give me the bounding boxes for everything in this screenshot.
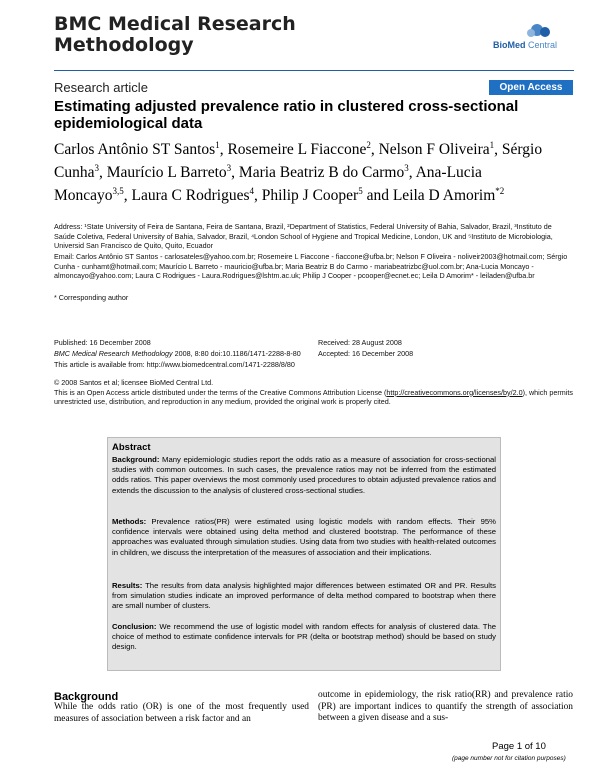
article-title: Estimating adjusted prevalence ratio in clustered cross-sectional epidemiological data bbox=[54, 98, 519, 132]
author-affiliation: 5 bbox=[358, 186, 363, 197]
author-affiliation: 3 bbox=[94, 163, 99, 174]
author-affiliation: 3,5 bbox=[112, 186, 124, 197]
author-name: Ana-Lucia Moncayo bbox=[54, 164, 482, 205]
author-name: Laura C Rodrigues bbox=[131, 187, 250, 205]
article-url[interactable]: This article is available from: http://www.biomedcentral.com/1471-2288/8/80 bbox=[54, 360, 295, 369]
author-affiliation: 1 bbox=[215, 140, 220, 150]
open-access-badge: Open Access bbox=[489, 80, 573, 95]
abstract-background: Background: Many epidemiologic studies report the odds ratio as a measure of association for cross-sectional studies with common outcomes. In such cases, the prevalence ratios may not be inferred from the estimated odds ratios. This paper overviews the most commonly used procedures to obtain adjusted prevalence ratios and extends the discussion to the analysis of clustered cross-sectional studies. bbox=[112, 455, 496, 495]
corresponding-author-note: * Corresponding author bbox=[54, 293, 129, 302]
author-name: Philip J Cooper bbox=[261, 187, 359, 205]
header-divider bbox=[54, 70, 574, 71]
author-name: Sérgio Cunha bbox=[54, 141, 543, 182]
abstract-box bbox=[107, 437, 501, 671]
article-type: Research article bbox=[54, 80, 148, 95]
page-number: Page 1 of 10 bbox=[492, 741, 546, 752]
body-column-2: outcome in epidemiology, the risk ratio(RR) and prevalence ratio (PR) are important indices to quantify the strength of association between a given disease and a sus- bbox=[318, 690, 573, 723]
abstract-results: Results: The results from data analysis highlighted major differences between estimated OR and PR. Results from simulation studies indicate an improved performance of delta method compared to bootstrap when there are small number of clusters. bbox=[112, 581, 496, 611]
section-heading-background: Background bbox=[54, 691, 119, 703]
license-text: This is an Open Access article distributed under the terms of the Creative Commons Attribution License (http://creativecommons.org/licenses/by/2.0), which permits unrestricted use, distribution, and reproduction in any medium, provided the original work is properly cited. bbox=[54, 387, 573, 407]
author-affiliation: *2 bbox=[495, 186, 505, 197]
author-name: Nelson F Oliveira bbox=[378, 141, 490, 159]
biomed-central-logo-icon bbox=[493, 22, 573, 40]
received-date: Received: 28 August 2008 bbox=[318, 338, 402, 347]
page-number-note: (page number not for citation purposes) bbox=[452, 755, 566, 762]
author-affiliation: 2 bbox=[366, 140, 371, 150]
author-affiliation: 3 bbox=[404, 163, 409, 174]
author-name: Maria Beatriz B do Carmo bbox=[238, 164, 405, 182]
author-addresses: Address: ¹State University of Feira de Santana, Feira de Santana, Brazil, ²Department of Statistics, Federal University of Bahia, Salvador, Brazil, ³Instituto de Saúde Coletiva, Federal University of Bahia, Salvador, Brazil, ⁴London School of Hygiene and Tropical Medicine, London, UK and ⁵Instituto de Microbiologia, Universid San Francisco de Quito, Quito, Ecuador bbox=[54, 222, 553, 251]
journal-name-line1: BMC Medical Research bbox=[54, 13, 296, 35]
author-affiliation: 1 bbox=[489, 140, 495, 150]
abstract-methods: Methods: Prevalence ratios(PR) were estimated using logistic models with random effects. Their 95% confidence intervals were obtained using delta method and clustered bootstrap. The performance of these approaches was evaluated through simulation studies. Using data from two studies with health-related outcomes in children, we discuss the interpretation of the measures of association and their implications. bbox=[112, 517, 496, 557]
journal-name bbox=[54, 14, 354, 56]
author-name: Rosemeire L Fiaccone bbox=[227, 141, 367, 159]
copyright: © 2008 Santos et al; licensee BioMed Central Ltd. bbox=[54, 378, 214, 387]
publisher-bio: Bio bbox=[493, 40, 508, 50]
copyright-license bbox=[54, 378, 574, 407]
author-name: Maurício L Barreto bbox=[106, 164, 227, 182]
published-date: Published: 16 December 2008 bbox=[54, 338, 151, 347]
author-name: Carlos Antônio ST Santos bbox=[54, 141, 216, 159]
citation-journal: BMC Medical Research Methodology bbox=[54, 349, 173, 358]
author-name: Leila D Amorim bbox=[392, 187, 496, 205]
author-affiliation: 3 bbox=[226, 163, 232, 174]
publisher-central: Central bbox=[525, 40, 558, 50]
publisher-med: Med bbox=[507, 40, 526, 50]
author-list: Carlos Antônio ST Santos$^1$, Rosemeire L Fiaccone$^2$, Nelson F Oliveira$^1$, Sérgio Cunha$^3$, Maurício L Barreto$^3$, Maria Beatriz B do Carmo$^3$, Ana-Lucia Moncayo$^{3,5}$, Laura C Rodrigues$^4$, Philip J Cooper$^5$ and Leila D Amorim$^{*2}$ bbox=[54, 140, 543, 205]
author-affiliation: 4 bbox=[249, 186, 254, 197]
journal-name-line2: Methodology bbox=[54, 34, 194, 56]
citation-details: 2008, 8:80 doi:10.1186/1471-2288-8-80 bbox=[172, 349, 301, 358]
citation bbox=[54, 349, 301, 359]
license-link[interactable]: http://creativecommons.org/licenses/by/2.0 bbox=[386, 387, 523, 397]
accepted-date: Accepted: 16 December 2008 bbox=[318, 349, 414, 358]
body-column-1: While the odds ratio (OR) is one of the most frequently used measures of association between a risk factor and an bbox=[54, 702, 309, 724]
biomed-central-logo bbox=[493, 22, 573, 50]
abstract-conclusion: Conclusion: We recommend the use of logistic model with random effects for analysis of clustered data. The choice of method to estimate confidence intervals for PR (delta or bootstrap method) should be based on study design. bbox=[112, 622, 496, 652]
author-emails: Email: Carlos Antônio ST Santos - carlosateles@yahoo.com.br; Rosemeire L Fiaccone - fiaccone@ufba.br; Nelson F Oliveira - noliveir2003@hotmail.com; Sérgio Cunha - cunhamt@hotmail.com; Maurício L Barreto - mauricio@ufba.br; Maria Beatriz B do Carmo - mariabeatrizbc@uol.com.br; Ana-Lucia Moncayo - almoncayo@yahoo.com; Laura C Rodrigues - Laura.Rodrigues@lshtm.ac.uk; Philip J Cooper - pcooper@ecnet.ec; Leila D Amorim* - leiladen@ufba.br bbox=[54, 252, 568, 281]
abstract-heading: Abstract bbox=[112, 442, 151, 453]
